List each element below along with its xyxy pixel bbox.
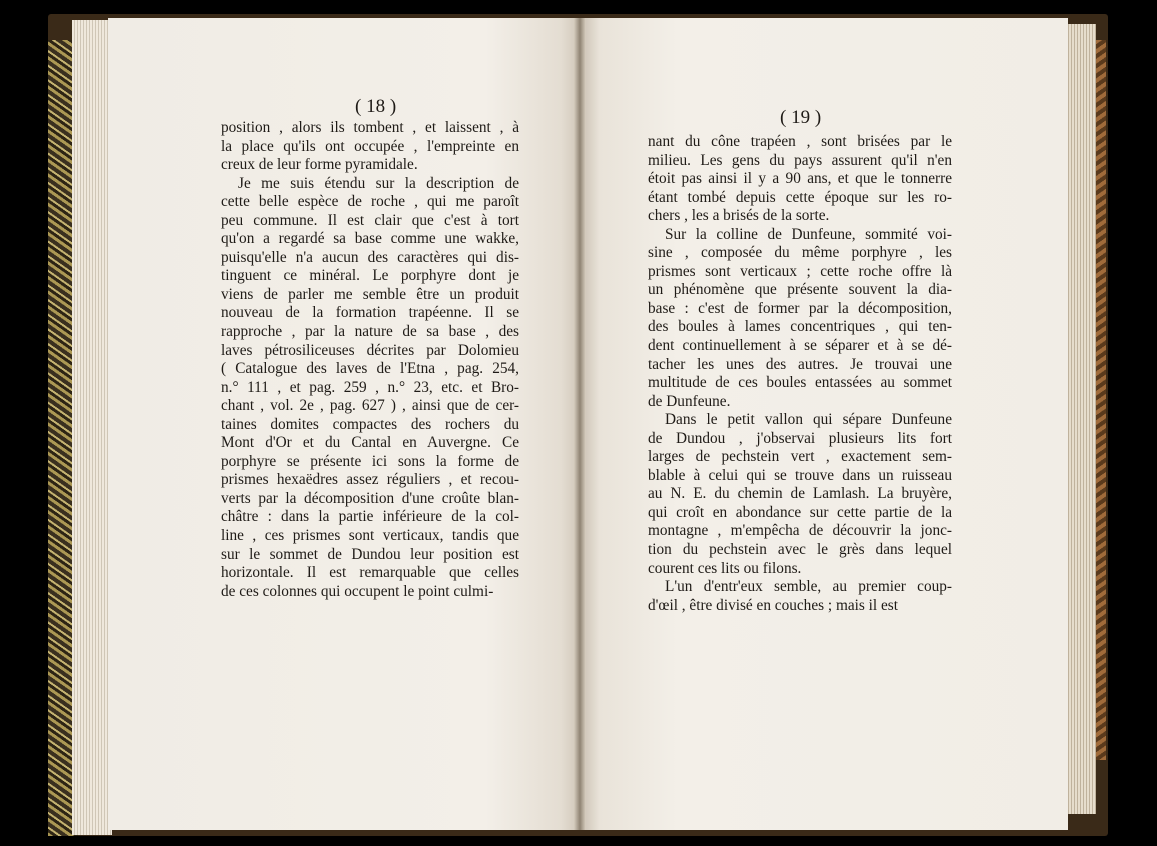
page-edges-left [72,20,112,835]
text-line: Sur la colline de Dunfeune, sommité voi- [665,225,952,243]
text-line: laves pétrosiliceuses décrites par Dolomieu [221,341,519,359]
text-line: cette belle espèce de roche , qui me paroît [221,193,519,211]
text-line: nouveau de la formation trapéenne. Il se [221,304,519,322]
text-line: au N. E. du chemin de Lamlash. La bruyère, [648,485,952,503]
text-line: creux de leur forme pyramidale. [221,156,418,174]
text-line: rapproche , par la nature de sa base , des [221,323,519,341]
right-page-text [648,133,952,615]
text-line: nant du cône trapéen , sont brisées par le [648,133,952,150]
text-line: qu'on a regardé sa base comme une wakke, [221,230,519,248]
text-line: tion du pechstein avec le grès dans lequel [648,541,952,559]
text-line: la place qu'ils ont occupée , l'empreinte en [221,137,519,155]
left-page-text [221,119,519,601]
text-line: de Dunfeune. [648,392,731,410]
text-line: dent continuellement à se séparer et à se dé- [648,337,952,355]
text-line: montagne , m'empêcha de découvrir la jonc- [648,522,952,540]
text-line: chant , vol. 2e , pag. 627 ) , ainsi que de cer- [221,397,519,415]
page-edges-right [1066,24,1096,814]
text-line: taines domites compactes des rochers du [221,415,519,433]
text-line: étoit pas ainsi il y a 90 ans, et que le tonnerre [648,170,952,188]
text-line: châtre : dans la partie inférieure de la col- [221,508,519,526]
right-page-number: ( 19 ) [780,107,822,128]
text-line: prismes hexaëdres assez réguliers , et recou- [221,471,519,489]
text-line: tacher les unes des autres. Je trouvai une [648,355,952,373]
text-line: des boules à lames concentriques , qui ten- [648,318,952,336]
text-line: courent ces lits ou filons. [648,559,802,577]
text-line: qui croît en abondance sur cette partie de la [648,503,952,521]
text-line: étant tombé depuis cette époque sur les ro- [648,188,952,206]
text-line: horizontale. Il est remarquable que celles [221,564,519,582]
text-line: sine , composée du même porphyre , les [648,244,952,262]
text-line: verts par la décomposition d'une croûte blan- [221,489,519,507]
text-line: prismes sont verticaux ; cette roche offre là [648,262,952,280]
text-line: base : c'est de former par la décomposition, [648,299,952,317]
text-line: puisqu'elle n'a aucun des caractères qui dis- [221,248,519,266]
text-line: un phénomène que présente souvent la dia- [648,281,952,299]
text-line: d'œil , être divisé en couches ; mais il est [648,596,898,614]
text-line: ( Catalogue des laves de l'Etna , pag. 254, [221,360,519,378]
text-line: tinguent ce minéral. Le porphyre dont je [221,267,519,285]
text-line: de ces colonnes qui occupent le point culmi- [221,582,494,600]
text-line: line , ces prismes sont verticaux, tandis que [221,527,519,545]
left-page [108,18,580,830]
text-line: L'un d'entr'eux semble, au premier coup- [665,578,952,596]
text-line: peu commune. Il est clair que c'est à tort [221,211,519,229]
text-line: viens de parler me semble être un produit [221,285,519,303]
text-line: position , alors ils tombent , et laissent , à [221,119,519,136]
left-page-number: ( 18 ) [355,96,397,117]
text-line: milieu. Les gens du pays assurent qu'il n'en [648,151,952,169]
text-line: multitude de ces boules entassées au sommet [648,374,952,392]
text-line: Mont d'Or et du Cantal en Auvergne. Ce [221,434,519,452]
text-line: chers , les a brisés de la sorte. [648,207,830,225]
text-line: blable à celui qui se trouve dans un ruisseau [648,466,952,484]
book-gutter [574,18,586,830]
text-line: de Dundou , j'observai plusieurs lits fort [648,429,952,447]
text-line: Je me suis étendu sur la description de [238,174,519,192]
text-line: sur le sommet de Dundou leur position est [221,545,519,563]
text-line: larges de pechstein vert , exactement sem- [648,448,952,466]
text-line: Dans le petit vallon qui sépare Dunfeune [665,411,952,429]
right-page [580,18,1068,830]
text-line: porphyre se présente ici sons la forme de [221,452,519,470]
text-line: n.° 111 , et pag. 259 , n.° 23, etc. et Bro- [221,378,519,396]
